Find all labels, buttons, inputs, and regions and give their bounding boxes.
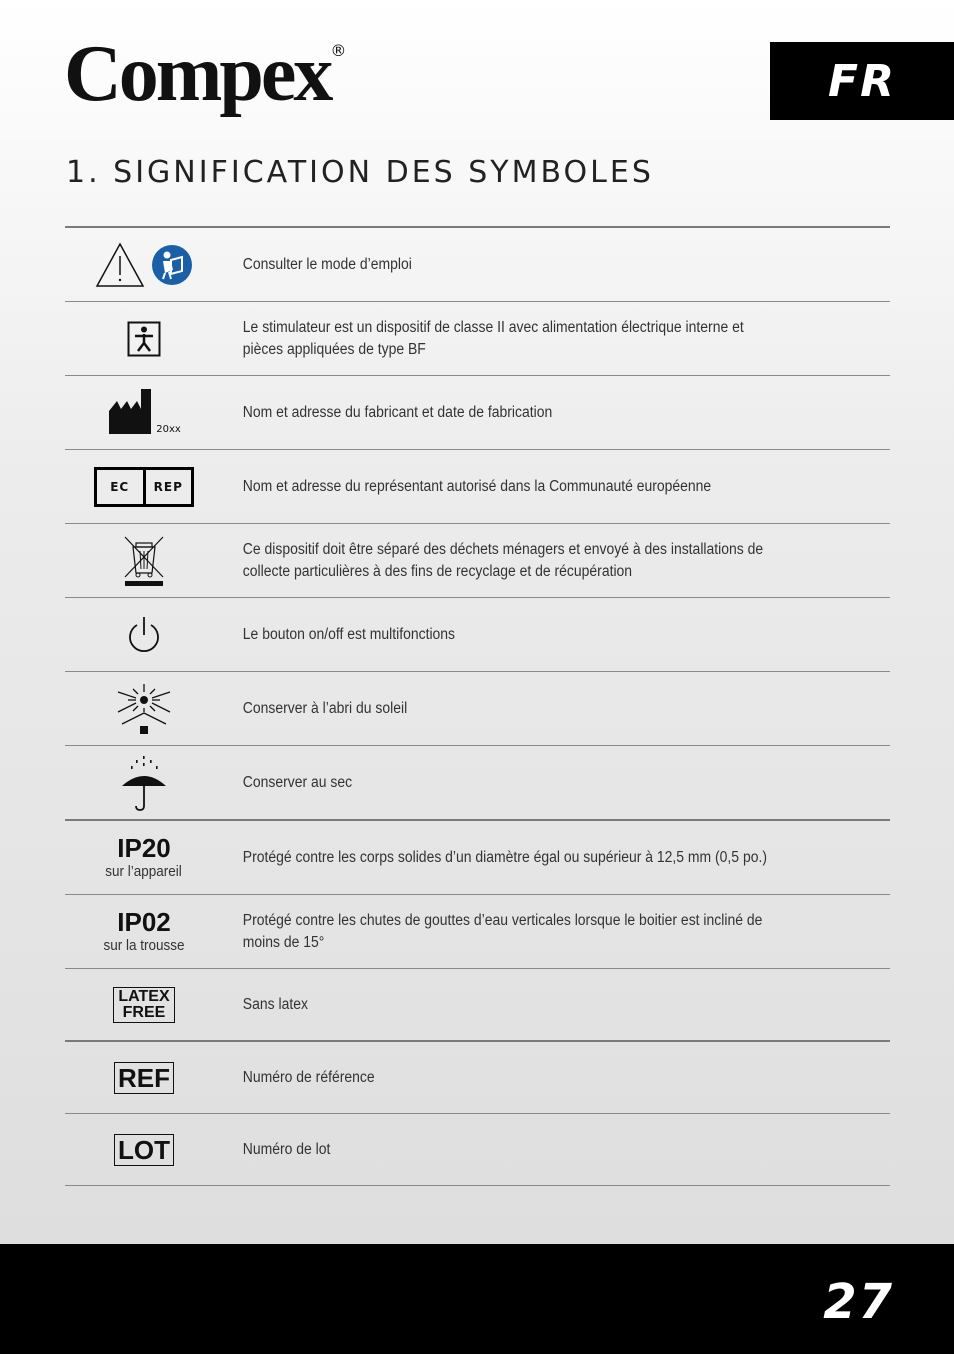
symbol-row	[65, 228, 890, 302]
weee-bin-icon	[122, 535, 166, 587]
symbol-row	[65, 302, 890, 376]
symbol-cell	[65, 746, 223, 819]
symbol-cell	[65, 376, 223, 449]
latex-label: LATEX	[118, 987, 170, 1005]
power-icon	[126, 615, 162, 655]
ref-icon: REF	[114, 1062, 174, 1094]
rep-label: REP	[143, 470, 192, 504]
brand-name: Compex	[64, 30, 331, 118]
symbol-description: Numéro de référence	[242, 1068, 375, 1086]
symbol-cell	[65, 969, 223, 1040]
symbol-cell	[65, 450, 223, 523]
compex-logo	[64, 30, 347, 118]
warning-icon	[95, 242, 145, 288]
symbol-description: Nom et adresse du fabricant et date de fabrication	[242, 403, 553, 421]
symbol-description: Nom et adresse du représentant autorisé dans la Communauté européenne	[242, 477, 712, 495]
symbol-cell	[65, 1042, 223, 1113]
symbol-row	[65, 524, 890, 598]
ip-code: IP20	[117, 832, 171, 863]
language-tab	[770, 42, 954, 120]
manufacturer-icon	[107, 387, 153, 435]
section-title: 1. SIGNIFICATION DES SYMBOLES	[66, 155, 654, 190]
symbol-row	[65, 1042, 890, 1114]
free-label: FREE	[122, 1003, 166, 1021]
ec-rep-icon	[94, 467, 194, 507]
symbol-row	[65, 895, 890, 969]
symbol-row	[65, 450, 890, 524]
keep-dry-umbrella-icon	[119, 754, 169, 812]
symbol-description: Le stimulateur est un dispositif de classe II avec alimentation électrique interne et pièces appliquées de type BF	[242, 318, 744, 358]
symbol-row	[65, 746, 890, 821]
symbol-description: Consulter le mode d’emploi	[242, 255, 412, 273]
keep-away-sunlight-icon	[114, 682, 174, 736]
symbol-description: Sans latex	[242, 995, 308, 1013]
ip-code: IP02	[117, 906, 171, 937]
symbol-description: Conserver au sec	[242, 773, 353, 791]
symbol-row	[65, 672, 890, 746]
symbol-row	[65, 376, 890, 450]
language-label: FR	[828, 55, 896, 107]
symbol-description: Ce dispositif doit être séparé des déchets ménagers et envoyé à des installations de collecte particulières à des fins de recyclage et de récupération	[242, 540, 764, 580]
symbol-cell	[65, 1114, 223, 1185]
symbol-cell	[65, 228, 223, 301]
symbol-description: Protégé contre les corps solides d’un diamètre égal ou supérieur à 12,5 mm (0,5 po.)	[242, 848, 767, 866]
symbol-cell	[65, 821, 223, 894]
symbol-cell	[65, 672, 223, 745]
symbol-row	[65, 821, 890, 895]
symbol-row	[65, 1114, 890, 1186]
page-number: 27	[823, 1274, 894, 1330]
symbol-cell	[65, 302, 223, 375]
ip-note: sur l’appareil	[105, 862, 183, 880]
symbol-row	[65, 598, 890, 672]
latex-free-icon	[113, 987, 174, 1023]
symbol-row	[65, 969, 890, 1042]
footer-bar	[0, 1244, 954, 1354]
manufacture-year: 20xx	[156, 424, 181, 435]
lot-icon: LOT	[114, 1134, 174, 1166]
symbol-description: Conserver à l’abri du soleil	[242, 699, 408, 717]
type-bf-icon	[127, 321, 161, 357]
ec-label: EC	[110, 479, 130, 494]
manual-icon	[151, 244, 193, 286]
ip-note: sur la trousse	[103, 936, 185, 954]
symbol-cell	[65, 598, 223, 671]
symbol-description: Numéro de lot	[242, 1140, 331, 1158]
symbol-cell	[65, 524, 223, 597]
symbol-description: Le bouton on/off est multifonctions	[242, 625, 456, 643]
symbol-description: Protégé contre les chutes de gouttes d’eau verticales lorsque le boitier est incliné de moins de 15°	[242, 911, 763, 951]
registered-mark: ®	[330, 41, 347, 60]
symbols-table	[65, 226, 890, 1186]
symbol-cell	[65, 895, 223, 968]
